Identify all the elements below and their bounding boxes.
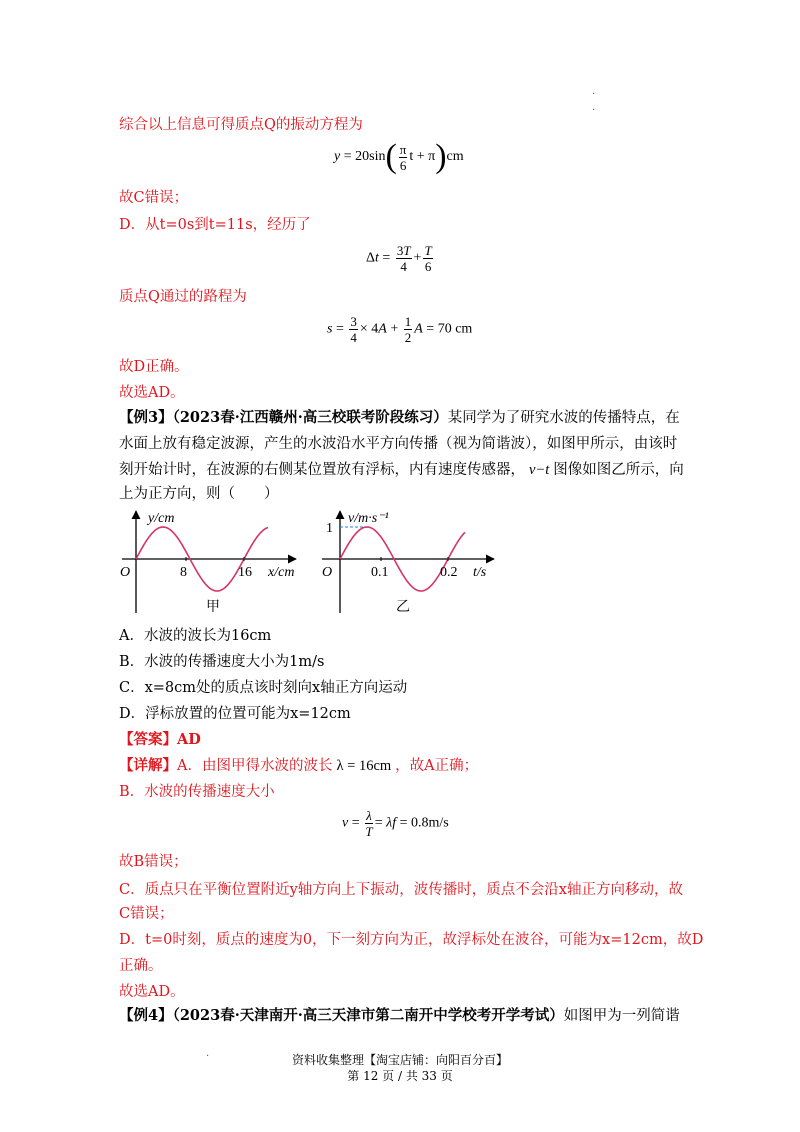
text-line: 故选AD。 xyxy=(119,984,185,1000)
text-line xyxy=(119,460,684,480)
option-d: D．浮标放置的位置可能为x=12cm xyxy=(119,706,351,722)
origin-label: O xyxy=(120,565,131,580)
text-segment: 刻开始计时，在波源的右侧某位置放有浮标，内有速度传感器， xyxy=(119,462,525,478)
footer-dot: . xyxy=(206,1048,210,1059)
x-axis-label: t/s xyxy=(473,565,487,580)
corner-dot-1: . xyxy=(592,86,596,97)
text-line: 故C错误； xyxy=(119,190,189,206)
footer-source: 资料收集整理【淘宝店铺：向阳百分百】 xyxy=(291,1053,508,1067)
detail-line xyxy=(119,756,478,776)
graph-caption-jia: 甲 xyxy=(206,599,220,615)
footer-page-number: 第 12 页 / 共 33 页 xyxy=(347,1069,453,1083)
text-line: C．质点只在平衡位置附近y轴方向上下振动，波传播时，质点不会沿x轴正方向移动，故 xyxy=(119,882,683,898)
text-line: 故选AD。 xyxy=(119,385,185,401)
example-tag: 【例3】 xyxy=(119,409,173,426)
text-segment: ，故A正确； xyxy=(395,758,479,774)
text-line: C错误； xyxy=(119,906,174,922)
equation-path: s = $\frac{3}{4}$ × 4A + $\frac{1}{2}$ A = 70 cm xyxy=(327,314,473,345)
example-source: （2023春·天津南开·高三天津市第二南开中学校考开学考试） xyxy=(172,1007,564,1024)
option-c: C．x=8cm处的质点该时刻向x轴正方向运动 xyxy=(119,680,408,696)
corner-dot-2: . xyxy=(592,102,596,113)
tick-label: 8 xyxy=(180,565,187,580)
tick-label: 0.2 xyxy=(440,565,458,580)
x-axis-label: x/cm xyxy=(268,565,295,580)
example-text: 某同学为了研究水波的传播特点，在 xyxy=(447,410,680,426)
detail-tag: 【详解】 xyxy=(119,757,177,774)
option-b: B．水波的传播速度大小为1m/s xyxy=(119,654,325,670)
text-line: D．t=0时刻，质点的速度为0，下一刻方向为正，故浮标处在波谷，可能为x=12cm，故D xyxy=(119,932,704,948)
text-line: 质点Q通过的路程为 xyxy=(119,289,247,305)
graph-caption-yi: 乙 xyxy=(396,599,410,615)
text-line: 故B错误； xyxy=(119,854,188,870)
example-text: 如图甲为一列简谐 xyxy=(563,1008,680,1024)
text-segment: 图像如图乙所示，向 xyxy=(553,462,684,478)
equation-vibration: y = 20sin( $\frac{\pi}{6}$ t + π)cm xyxy=(334,138,464,175)
graph-yi xyxy=(318,505,508,625)
y-axis-label: y/cm xyxy=(148,511,175,526)
equation-delta-t: Δt = $\frac{3T}{4}$ + $\frac{T}{6}$ xyxy=(366,243,432,274)
text-line: 故D正确。 xyxy=(119,359,189,375)
example-source: （2023春·江西赣州·高三校联考阶段练习） xyxy=(172,409,448,426)
example-4-heading xyxy=(119,1006,680,1026)
tick-label: 16 xyxy=(238,565,252,580)
answer-line xyxy=(119,730,201,750)
origin-label: O xyxy=(322,565,333,580)
lambda-equation: λ = 16cm xyxy=(336,758,392,774)
y-tick-label: 1 xyxy=(326,521,333,536)
text-line: 上为正方向，则（ ） xyxy=(119,486,279,502)
tick-label: 0.1 xyxy=(371,565,389,580)
option-a: A．水波的波长为16cm xyxy=(119,628,272,644)
text-line: 水面上放有稳定波源，产生的水波沿水平方向传播（视为简谐波），如图甲所示，由该时 xyxy=(119,436,678,452)
vt-symbol: v−t xyxy=(529,462,550,478)
text-line: B．水波的传播速度大小 xyxy=(119,784,275,800)
equation-speed: v = $\frac{\lambda}{T}$ = λf = 0.8m/s xyxy=(342,808,449,839)
text-line: 正确。 xyxy=(119,958,163,974)
text-line: D．从t=0s到t=11s，经历了 xyxy=(119,217,311,233)
text-line: 综合以上信息可得质点Q的振动方程为 xyxy=(119,117,363,133)
answer-text: 【答案】AD xyxy=(119,731,201,748)
example-3-heading xyxy=(119,408,680,428)
example-tag: 【例4】 xyxy=(119,1007,173,1024)
text-segment: A．由图甲得水波的波长 xyxy=(177,758,333,774)
y-axis-label: v/m·s⁻¹ xyxy=(348,511,389,526)
